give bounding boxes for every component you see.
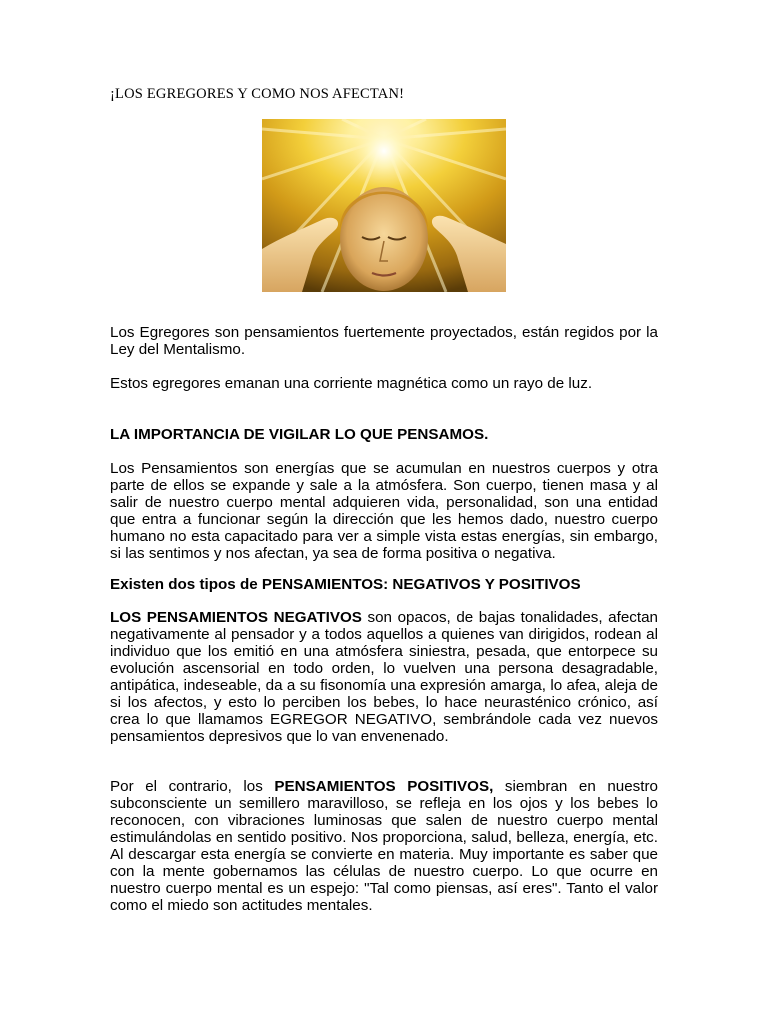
- illustration-glowing-head: [262, 119, 506, 292]
- paragraph-positive-thoughts: [110, 778, 658, 914]
- positive-thoughts-term: PENSAMIENTOS POSITIVOS,: [274, 778, 494, 795]
- paragraph-egregores-definition: Los Egregores son pensamientos fuertemente proyectados, están regidos por la Ley del Mentalismo.: [110, 324, 658, 358]
- section-heading-importance: LA IMPORTANCIA DE VIGILAR LO QUE PENSAMOS.: [110, 426, 489, 443]
- section-heading-thought-types: Existen dos tipos de PENSAMIENTOS: NEGATIVOS Y POSITIVOS: [110, 576, 581, 593]
- negative-thoughts-text: son opacos, de bajas tonalidades, afectan negativamente al pensador y a todos aquellos a quienes van dirigidos, rodean al individuo que los emitió en una atmósfera siniestra, pesada, que entorpece su evolución ascensorial en todo orden, lo vuelven una persona desagradable, antipática, indeseable, da a su fisonomía una expresión amarga, lo afea, aleja de si los afectos, y esto lo perciben los bebes, lo hace neurasténico crónico, así crea lo que llamamos EGREGOR NEGATIVO, sembrándole cada vez nuevos pensamientos depresivos que lo van envenenado.: [110, 609, 658, 745]
- positive-thoughts-intro: Por el contrario, los: [110, 778, 275, 795]
- document-title: ¡LOS EGREGORES Y COMO NOS AFECTAN!: [110, 86, 405, 102]
- negative-thoughts-term: LOS PENSAMIENTOS NEGATIVOS: [110, 609, 362, 626]
- paragraph-thought-energies: Los Pensamientos son energías que se acumulan en nuestros cuerpos y otra parte de ellos se expande y sale a la atmósfera. Son cuerpo, tienen masa y al salir de nuestro cuerpo mental adquieren vida, personalidad, son una entidad que entra a funcionar según la dirección que les hemos dado, nuestro cuerpo humano no esta capacitado para ver a simple vista estas energías, sin embargo, si las sentimos y nos afectan, ya sea de forma positiva o negativa.: [110, 460, 658, 562]
- positive-thoughts-text: siembran en nuestro subconsciente un semillero maravilloso, se refleja en los ojos y los bebes lo reconocen, con vibraciones luminosas que salen de nuestro cuerpo mental estimulándolas en sentido positivo. Nos proporciona, salud, belleza, energía, etc. Al descargar esta energía se convierte en materia. Muy importante es saber que con la mente gobernamos las células de nuestro cuerpo. Lo que ocurre en nuestro cuerpo mental es un espejo: "Tal como piensas, así eres". Tanto el valor como el miedo son actitudes mentales.: [110, 778, 658, 914]
- illustration-svg: [262, 119, 506, 292]
- paragraph-negative-thoughts: [110, 609, 658, 745]
- paragraph-magnetic-current: Estos egregores emanan una corriente magnética como un rayo de luz.: [110, 375, 593, 392]
